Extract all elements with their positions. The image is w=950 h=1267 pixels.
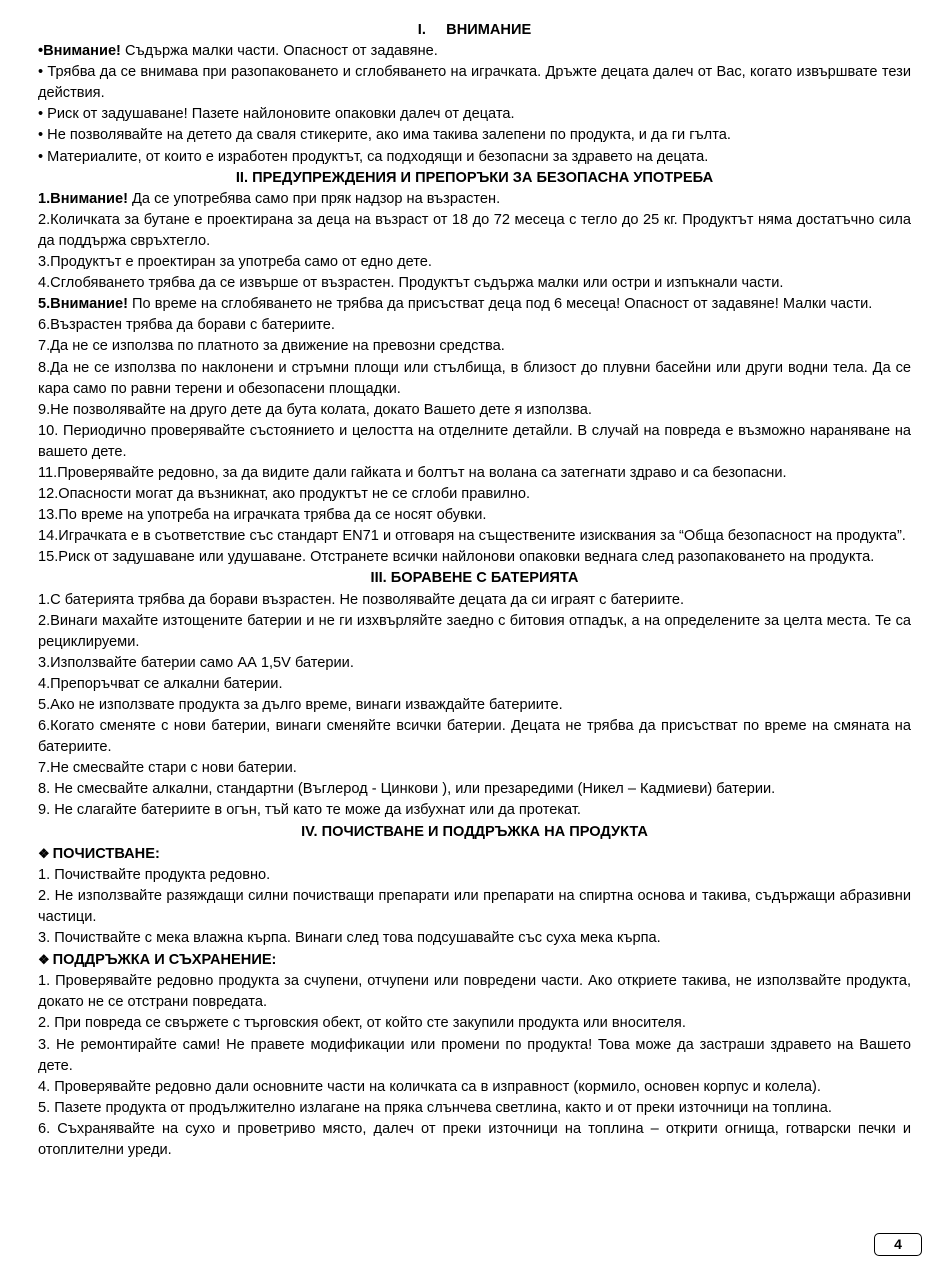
paragraph: • Риск от задушаване! Пазете найлоновите опаковки далеч от децата.	[38, 106, 515, 123]
list-item: 9.Не позволявайте на друго дете да бута колата, докато Вашето дете я използва.	[38, 401, 592, 418]
paragraph-text: Съдържа малки части. Опасност от задавяне.	[120, 43, 438, 60]
list-item: 4.Препоръчват се алкални батерии.	[38, 675, 283, 692]
bold-lead: •Внимание!	[38, 43, 121, 60]
paragraph	[38, 41, 911, 62]
list-item: 3. Почиствайте с мека влажна кърпа. Винаги след това подсушавайте със суха мека кърпа.	[38, 930, 661, 947]
list-item: 6. Съхранявайте на сухо и проветриво място, далеч от преки източници на топлина – открити огнища, готварски печки и отоплителни уреди.	[38, 1120, 911, 1158]
page-number: 4	[874, 1233, 922, 1256]
list-item: 1.С батерията трябва да борави възрастен. Не позволявайте децата да си играят с батериите.	[38, 591, 685, 608]
list-item	[38, 189, 911, 210]
list-item: 3.Продуктът е проектиран за употреба само от едно дете.	[38, 254, 432, 271]
list-item: 8. Не смесвайте алкални, стандартни (Въглерод - Цинкови ), или презаредими (Никел – Кадмиеви) батерии.	[38, 781, 776, 798]
bold-lead: 5.Внимание!	[38, 296, 128, 313]
list-item: 7.Да не се използва по платното за движение на превозни средства.	[38, 338, 505, 355]
diamond-bullet-icon: ❖	[38, 952, 50, 968]
paragraph: • Трябва да се внимава при разопаковането и сглобяването на играчката. Дръжте децата далеч от Вас, когато извършвате тези действия.	[38, 64, 911, 102]
list-item: 9. Не слагайте батериите в огън, тъй като те може да избухнат или да протекат.	[38, 802, 581, 819]
list-item: 13.По време на употреба на играчката трябва да се носят обувки.	[38, 507, 487, 524]
subheading-label: ПОЧИСТВАНЕ:	[52, 845, 160, 862]
list-item: 4.Сглобяването трябва да се извърше от възрастен. Продуктът съдържа малки или остри и изпъкнали части.	[38, 275, 784, 292]
subheading-cleaning	[38, 843, 911, 865]
bold-lead: 1.Внимание!	[38, 190, 128, 207]
section-heading-warning: I. ВНИМАНИЕ	[417, 22, 532, 38]
list-item: 14.Играчката е в съответствие със стандарт EN71 и отговаря на съществените изисквания за “Обща безопасност на продукта”.	[38, 528, 906, 545]
list-item: 10. Периодично проверявайте състоянието и целостта на отделните детайли. В случай на повреда е възможно нараняване на вашето дете.	[38, 422, 911, 460]
list-item: 6.Когато сменяте с нови батерии, винаги сменяйте всички батерии. Децата не трябва да присъстват по време на смяната на батериите.	[38, 718, 911, 756]
paragraph: • Не позволявайте на детето да сваля стикерите, ако има такива залепени по продукта, и да ги гълта.	[38, 127, 731, 144]
paragraph-text: Да се употребява само при пряк надзор на възрастен.	[127, 190, 501, 207]
list-item: 5.Ако не използвате продукта за дълго време, винаги изваждайте батериите.	[38, 697, 563, 713]
list-item: 2.Винаги махайте изтощените батерии и не ги изхвърляйте заедно с битовия отпадък, а на определените за целта места. Те са рециклируеми.	[38, 612, 911, 650]
subheading-maintenance	[38, 949, 911, 971]
section-heading-battery: III. БОРАВЕНЕ С БАТЕРИЯТА	[370, 570, 579, 587]
paragraph: • Материалите, от които е изработен продуктът, са подходящи и безопасни за здравето на децата.	[38, 148, 709, 165]
list-item: 1. Проверявайте редовно продукта за счупени, отчупени или повредени части. Ако откриете такива, не използвайте продукта, докато не се отстрани повредата.	[38, 973, 911, 1011]
section-heading-cleaning-maintenance: IV. ПОЧИСТВАНЕ И ПОДДРЪЖКА НА ПРОДУКТА	[301, 823, 648, 840]
paragraph-text: По време на сглобяването не трябва да присъстват деца под 6 месеца! Опасност от задавяне! Малки части.	[127, 296, 873, 313]
section-heading-safety: II. ПРЕДУПРЕЖДЕНИЯ И ПРЕПОРЪКИ ЗА БЕЗОПАСНА УПОТРЕБА	[235, 169, 714, 186]
list-item: 11.Проверявайте редовно, за да видите дали гайката и болтът на волана са затегнати здраво и са безопасни.	[38, 464, 787, 481]
list-item: 2.Количката за бутане е проектирана за деца на възраст от 18 до 72 месеца с тегло до 25 кг. Продуктът няма достатъчно сила да поддържа свръхтегло.	[38, 211, 911, 249]
list-item: 15.Риск от задушаване или удушаване. Отстранете всички найлонови опаковки веднага след разопаковането на продукта.	[38, 549, 875, 566]
list-item: 4. Проверявайте редовно дали основните части на количката са в изправност (кормило, основен корпус и колела).	[38, 1078, 821, 1095]
list-item: 8.Да не се използва по наклонени и стръмни площи или стълбища, в близост до плувни басейни или други водни тела. Да се кара само по равни терени и обезопасени площадки.	[38, 359, 911, 397]
list-item: 6.Възрастен трябва да борави с батериите.	[38, 317, 335, 334]
list-item	[38, 294, 911, 315]
list-item: 7.Не смесвайте стари с нови батерии.	[38, 760, 297, 777]
list-item: 3.Използвайте батерии само АА 1,5V батерии.	[38, 654, 354, 671]
list-item: 12.Опасности могат да възникнат, ако продуктът не се сглоби правилно.	[38, 486, 531, 503]
list-item: 1. Почиствайте продукта редовно.	[38, 866, 271, 883]
list-item: 2. При повреда се свържете с търговския обект, от който сте закупили продукта или вносителя.	[38, 1015, 686, 1032]
list-item: 2. Не използвайте разяждащи силни почистващи препарати или препарати на спиртна основа и такива, съдържащи абразивни частици.	[38, 887, 911, 925]
list-item: 3. Не ремонтирайте сами! Не правете модификации или промени по продукта! Това може да застраши здравето на Вашето дете.	[38, 1036, 911, 1074]
diamond-bullet-icon: ❖	[38, 845, 50, 861]
document-page	[38, 20, 911, 1161]
list-item: 5. Пазете продукта от продължително излагане на пряка слънчева светлина, както и от преки източници на топлина.	[38, 1099, 832, 1116]
subheading-label: ПОДДРЪЖКА И СЪХРАНЕНИЕ:	[52, 952, 277, 969]
